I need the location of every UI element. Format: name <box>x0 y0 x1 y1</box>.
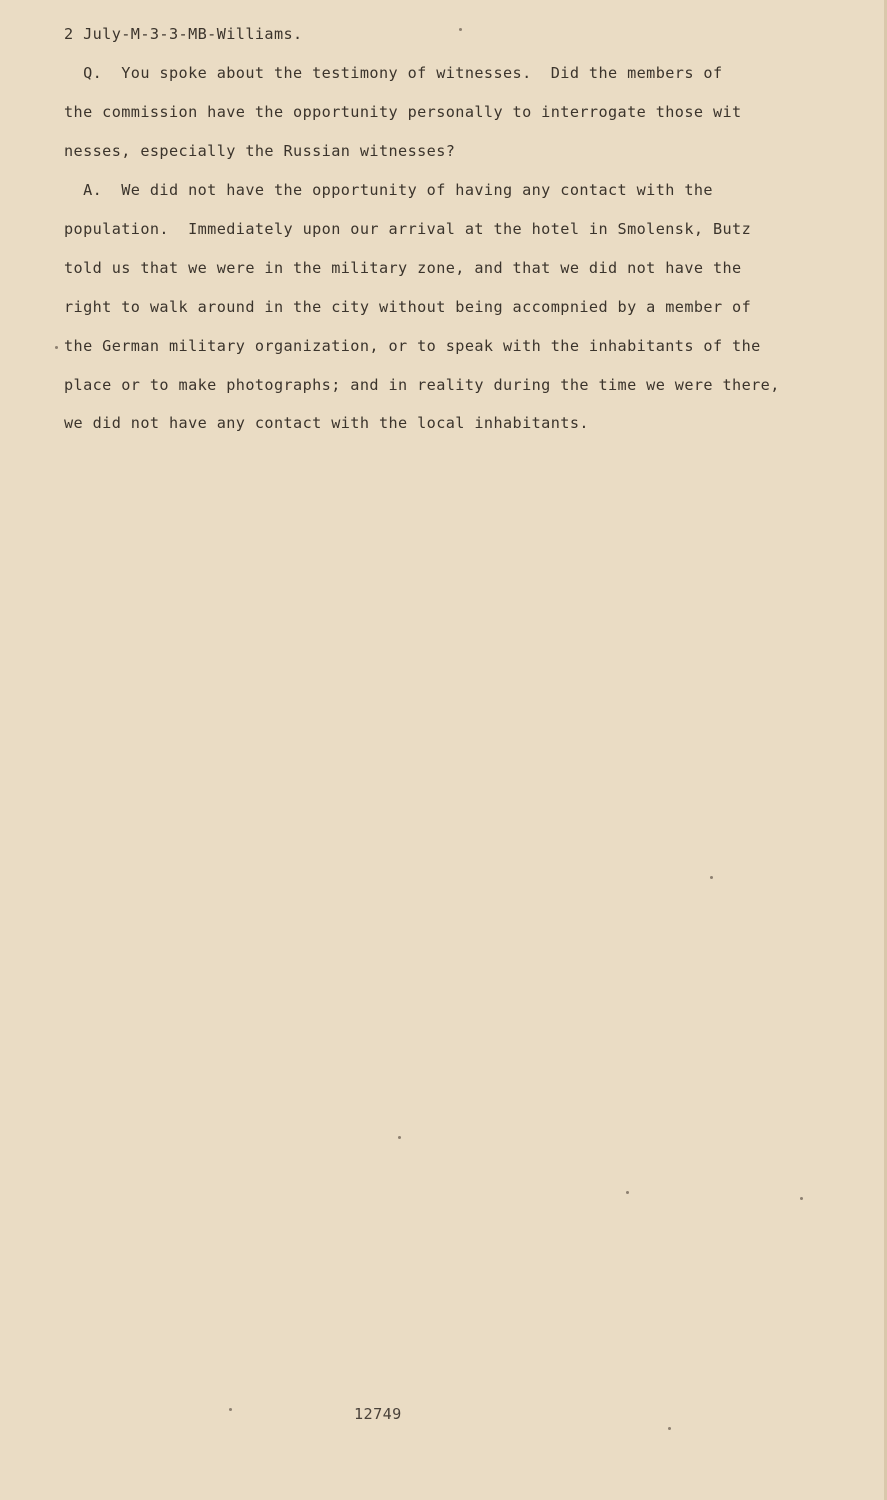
question-line-2: the commission have the opportunity personally to interrogate those wit <box>64 103 742 121</box>
answer-line-4: right to walk around in the city without being accompnied by a member of <box>64 298 752 316</box>
document-header: 2 July-M-3-3-MB-Williams. <box>64 25 303 43</box>
answer-line-2: population. Immediately upon our arrival at the hotel in Smolensk, Butz <box>64 220 752 238</box>
answer-line-3: told us that we were in the military zone, and that we did not have the <box>64 259 742 277</box>
paper-speck <box>626 1191 629 1194</box>
paper-speck <box>398 1136 401 1139</box>
page-number: 12749 <box>354 1405 402 1423</box>
paper-speck <box>668 1427 671 1430</box>
paper-speck <box>459 28 462 31</box>
paper-speck <box>229 1408 232 1411</box>
answer-line-6: place or to make photographs; and in reality during the time we were there, <box>64 376 780 394</box>
paper-speck <box>710 876 713 879</box>
answer-line-5: the German military organization, or to speak with the inhabitants of the <box>64 337 761 355</box>
question-line-3: nesses, especially the Russian witnesses? <box>64 142 456 160</box>
paper-speck <box>55 346 58 349</box>
question-line-1: Q. You spoke about the testimony of witnesses. Did the members of <box>64 64 723 82</box>
answer-line-7: we did not have any contact with the local inhabitants. <box>64 414 589 432</box>
answer-line-1: A. We did not have the opportunity of having any contact with the <box>64 181 713 199</box>
paper-speck <box>800 1197 803 1200</box>
